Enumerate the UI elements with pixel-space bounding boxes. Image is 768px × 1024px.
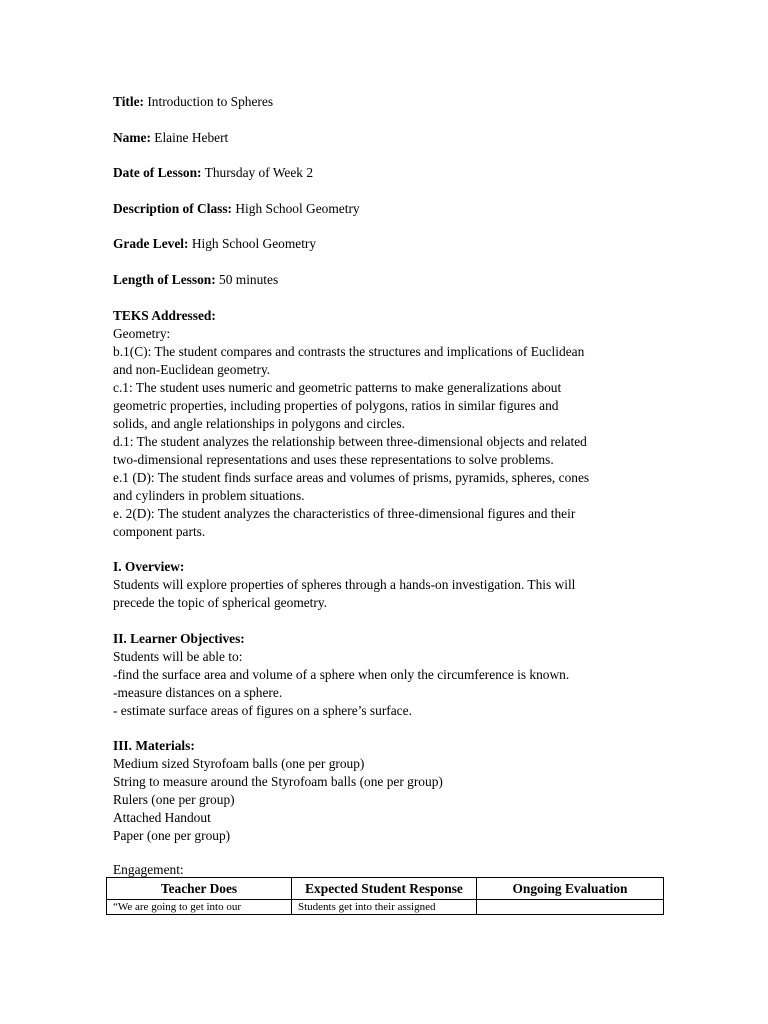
text-line: Attached Handout xyxy=(113,810,211,826)
field-label: Date of Lesson: xyxy=(113,165,202,181)
field-value: Introduction to Spheres xyxy=(144,94,274,109)
table-cell: “We are going to get into our xyxy=(107,900,292,915)
field-value: High School Geometry xyxy=(188,236,317,252)
field-value: High School Geometry xyxy=(232,200,360,216)
table-header-row xyxy=(107,878,664,900)
teks-section xyxy=(113,307,673,541)
field-label: Length of Lesson: xyxy=(113,271,216,287)
description-of-class-field xyxy=(113,200,673,218)
date-of-lesson-field xyxy=(113,164,673,182)
overview-section xyxy=(113,558,673,612)
field-value: Thursday of Week 2 xyxy=(201,165,314,181)
text-line: solids, and angle relationships in polygons and circles. xyxy=(113,415,405,431)
text-line: -find the surface area and volume of a sphere when only the circumference is known. xyxy=(113,666,570,682)
field-label: Description of Class: xyxy=(113,200,233,216)
text-line: Students will be able to: xyxy=(113,648,243,664)
field-label: Title: xyxy=(113,94,144,109)
field-value: Elaine Hebert xyxy=(150,129,229,145)
field-label: Grade Level: xyxy=(113,236,189,252)
table-row xyxy=(107,900,664,915)
text-line: component parts. xyxy=(113,523,206,539)
column-header-ongoing-evaluation: Ongoing Evaluation xyxy=(477,878,664,900)
text-line: String to measure around the Styrofoam balls (one per group) xyxy=(113,774,443,790)
column-header-teacher-does: Teacher Does xyxy=(107,878,292,900)
text-line: b.1(C): The student compares and contrasts the structures and implications of Euclidean xyxy=(113,343,585,359)
section-heading: II. Learner Objectives: xyxy=(113,630,245,646)
length-of-lesson-field xyxy=(113,271,673,289)
text-line: d.1: The student analyzes the relationship between three-dimensional objects and related xyxy=(113,433,587,449)
grade-level-field xyxy=(113,235,673,253)
text-line: Rulers (one per group) xyxy=(113,792,235,808)
text-line: -measure distances on a sphere. xyxy=(113,684,283,700)
field-value: 50 minutes xyxy=(215,271,279,287)
materials-section xyxy=(113,737,673,845)
text-line: and cylinders in problem situations. xyxy=(113,487,305,503)
text-line: and non-Euclidean geometry. xyxy=(113,361,271,377)
section-heading: III. Materials: xyxy=(113,738,195,754)
text-line: c.1: The student uses numeric and geometric patterns to make generalizations about xyxy=(113,379,562,395)
table-cell: Students get into their assigned xyxy=(292,900,477,915)
section-heading: TEKS Addressed: xyxy=(113,307,216,323)
lesson-plan-document xyxy=(113,93,673,863)
engagement-table xyxy=(106,877,664,915)
text-line: geometric properties, including properties of polygons, ratios in similar figures and xyxy=(113,397,559,413)
text-line: Geometry: xyxy=(113,325,171,341)
section-heading: I. Overview: xyxy=(113,559,185,575)
text-line: Medium sized Styrofoam balls (one per group) xyxy=(113,756,365,772)
field-label: Name: xyxy=(113,129,151,145)
column-header-expected-student-response: Expected Student Response xyxy=(292,878,477,900)
text-line: - estimate surface areas of figures on a sphere’s surface. xyxy=(113,702,412,718)
title-field xyxy=(113,93,673,111)
table-cell xyxy=(477,900,664,915)
text-line: precede the topic of spherical geometry. xyxy=(113,595,328,611)
name-field xyxy=(113,129,673,147)
learner-objectives-section xyxy=(113,630,673,720)
text-line: Paper (one per group) xyxy=(113,828,231,844)
text-line: two-dimensional representations and uses these representations to solve problems. xyxy=(113,451,554,467)
text-line: e. 2(D): The student analyzes the characteristics of three-dimensional figures and their xyxy=(113,505,576,521)
text-line: e.1 (D): The student finds surface areas and volumes of prisms, pyramids, spheres, cones xyxy=(113,469,590,485)
text-line: Students will explore properties of spheres through a hands-on investigation. This will xyxy=(113,577,576,593)
engagement-label: Engagement: xyxy=(113,862,184,877)
